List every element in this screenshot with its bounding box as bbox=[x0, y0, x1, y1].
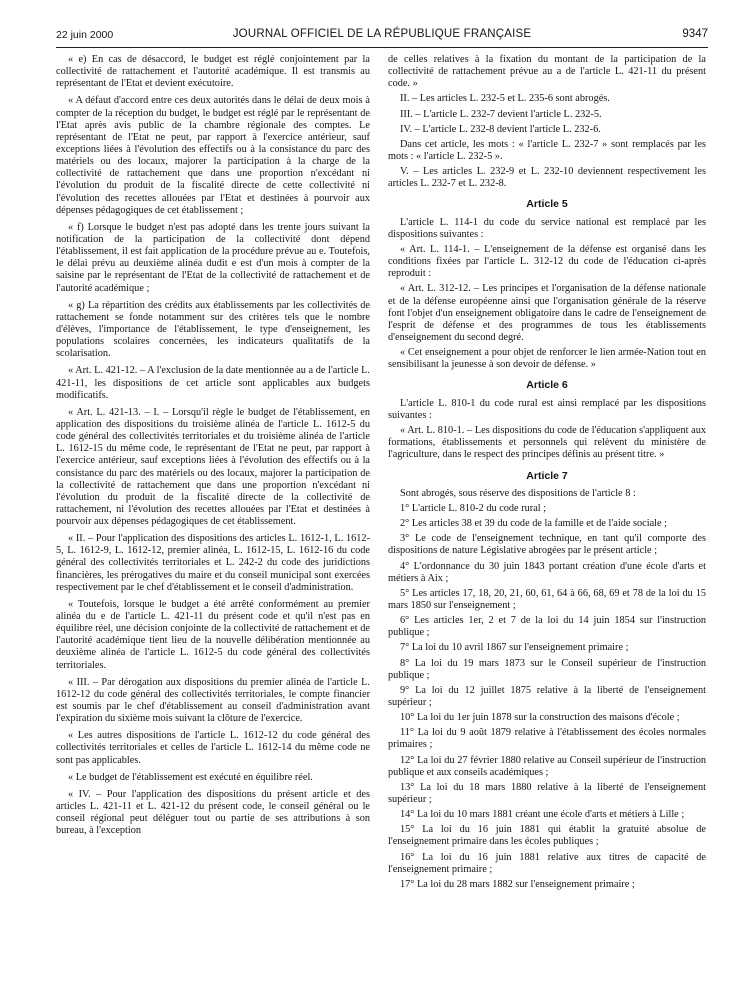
paragraph: 13° La loi du 18 mars 1880 relative à la liberté de l'enseignement supérieur ; bbox=[388, 781, 706, 806]
paragraph: « Art. L. 421-13. – I. – Lorsqu'il règle le budget de l'établissement, en application des dispositions du troisième alinéa de l'article L. 1612-5 du code général des collectivités territoriales et du troisième alinéa de l'article L. 1612-15 du même code, le représentant de l'Etat ne peut, par rapport à l'exercice antérieur, sauf exceptions liées à l'évolution des effectifs ou à la consistance du parc des matériels ou des locaux, majorer la participation de la collectivité de rattachement que dans une proportion n'excédant ni l'évolution du produit de la fiscalité directe de la collectivité de rattachement, ni l'évolution des recettes allouées par l'Etat et destinées à pourvoir aux dépenses pédagogiques de cet établissement. bbox=[56, 406, 370, 528]
header-date: 22 juin 2000 bbox=[56, 29, 114, 41]
paragraph: « Art. L. 421-12. – A l'exclusion de la date mentionnée au a de l'article L. 421-11, les dispositions de cet article sont applicables aux budgets modificatifs. bbox=[56, 365, 370, 401]
paragraph: « Art. L. 114-1. – L'enseignement de la défense est organisé dans les conditions fixées par l'article L. 312-12 du code de l'éducation ci-après reproduit : bbox=[388, 244, 706, 280]
paragraph: « e) En cas de désaccord, le budget est réglé conjointement par la collectivité de rattachement et l'autorité académique. Il est transmis au représentant de l'Etat et devient exécutoire. bbox=[56, 54, 370, 90]
paragraph: 8° La loi du 19 mars 1873 sur le Conseil supérieur de l'instruction publique ; bbox=[388, 657, 706, 681]
paragraph: « Cet enseignement a pour objet de renforcer le lien armée-Nation tout en sensibilisant la jeunesse à son devoir de défense. » bbox=[388, 347, 706, 371]
page-header bbox=[56, 27, 708, 48]
paragraph: 9° La loi du 12 juillet 1875 relative à la liberté de l'enseignement supérieur ; bbox=[388, 684, 706, 709]
paragraph: de celles relatives à la fixation du montant de la participation de la collectivité de rattachement prévue au a de l'article L. 421-11 du présent code. » bbox=[388, 54, 706, 90]
paragraph: « Toutefois, lorsque le budget a été arrêté conformément au premier alinéa du e de l'article L. 421-11 du présent code et qu'il n'est pas en équilibre réel, une décision conjointe de la collectivité de rattachement et de l'autorité académique tient lieu de la nouvelle délibération mentionnée au deuxième alinéa de l'article L. 1612-5 du code général des collectivités territoriales. bbox=[56, 598, 370, 671]
paragraph: « III. – Par dérogation aux dispositions du premier alinéa de l'article L. 1612-12 du code général des collectivités territoriales, le compte financier est soumis par le chef d'établissement au conseil d'administration avant l'expiration du sixième mois suivant la clôture de l'exercice. bbox=[56, 676, 370, 725]
paragraph: « II. – Pour l'application des dispositions des articles L. 1612-1, L. 1612-5, L. 1612-9, L. 1612-12, premier alinéa, L. 1612-15, L. 1612-16 du code général des collectivités territoriales et L. 242-2 du code des juridictions financières, les prérogatives du maire et du conseil municipal sont exercées respectivement par le chef d'établissement et le conseil d'administration. bbox=[56, 533, 370, 593]
paragraph: L'article L. 114-1 du code du service national est remplacé par les dispositions suivantes : bbox=[388, 216, 706, 240]
right-column bbox=[388, 54, 706, 894]
paragraph: 7° La loi du 10 avril 1867 sur l'enseignement primaire ; bbox=[400, 642, 629, 654]
article-heading: Article 5 bbox=[526, 198, 568, 211]
paragraph: 4° L'ordonnance du 30 juin 1843 portant création d'une école d'arts et métiers à Aix ; bbox=[388, 560, 706, 584]
paragraph: « A défaut d'accord entre ces deux autorités dans le délai de deux mois à compter de la réception du budget, le budget est réglé par le représentant de l'Etat après avis public de la chambre régionale des comptes. Le représentant de l'Etat ne peut, par rapport à l'exercice antérieur, sauf exceptions liées à l'évolution des effectifs ou à la consistance du parc des matériels ou des locaux, majorer la participation à la charge de la collectivité de rattachement que dans une proportion n'excédant ni l'évolution du produit de la fiscalité directe de cette collectivité ni l'évolution des recettes allouées par l'Etat et destinées à pourvoir aux dépenses pédagogiques de cet établissement ; bbox=[56, 95, 370, 216]
paragraph: 1° L'article L. 810-2 du code rural ; bbox=[400, 503, 547, 515]
paragraph: III. – L'article L. 232-7 devient l'article L. 232-5. bbox=[400, 108, 602, 120]
article-heading: Article 6 bbox=[526, 379, 568, 392]
paragraph: V. – Les articles L. 232-9 et L. 232-10 deviennent respectivement les articles L. 232-7 et L. 232-8. bbox=[388, 166, 706, 190]
paragraph: « Art. L. 312-12. – Les principes et l'organisation de la défense nationale et de la défense européenne ainsi que l'organisation générale de la réserve font l'objet d'un enseignement obligatoire dans le cadre de l'enseignement de l'esprit de défense et des programmes de tous les établissements d'enseignement du second degré. bbox=[388, 283, 706, 344]
paragraph: 2° Les articles 38 et 39 du code de la famille et de l'aide sociale ; bbox=[400, 518, 668, 530]
paragraph: « Les autres dispositions de l'article L. 1612-12 du code général des collectivités territoriales et celles de l'article L. 1612-14 du même code ne sont pas applicables. bbox=[56, 730, 370, 766]
paragraph: 11° La loi du 9 août 1879 relative à l'établissement des écoles normales primaires ; bbox=[388, 727, 706, 751]
paragraph: 15° La loi du 16 juin 1881 qui établit la gratuité absolue de l'enseignement primaire dans les écoles publiques ; bbox=[388, 824, 706, 848]
paragraph: 16° La loi du 16 juin 1881 relative aux titres de capacité de l'enseignement primaire ; bbox=[388, 851, 706, 875]
paragraph: IV. – L'article L. 232-8 devient l'article L. 232-6. bbox=[400, 123, 601, 135]
paragraph: 14° La loi du 10 mars 1881 créant une école d'arts et métiers à Lille ; bbox=[400, 809, 685, 821]
paragraph: « Le budget de l'établissement est exécuté en équilibre réel. bbox=[68, 771, 313, 783]
paragraph: « IV. – Pour l'application des dispositions du présent article et des articles L. 421-11 et L. 421-12 du présent code, le conseil général ou le conseil régional peut déléguer tout ou partie de ses attributions à son bureau, à l'exception bbox=[56, 788, 370, 837]
paragraph: 3° Le code de l'enseignement technique, en tant qu'il comporte des dispositions de nature Législative abrogées par le présent article ; bbox=[388, 533, 706, 557]
paragraph: 10° La loi du 1er juin 1878 sur la construction des maisons d'école ; bbox=[400, 712, 680, 724]
paragraph: Sont abrogés, sous réserve des dispositions de l'article 8 : bbox=[400, 487, 636, 499]
paragraph: « f) Lorsque le budget n'est pas adopté dans les trente jours suivant la notification de la participation de la collectivité dont dépend l'établissement, il est fait application de la procédure prévue au e. Toutefois, le délai prévu au deuxième alinéa dudit e est d'un mois à compter de la saisine par le représentant de l'Etat de la collectivité de rattachement et de l'autorité académique ; bbox=[56, 221, 370, 294]
paragraph: « Art. L. 810-1. – Les dispositions du code de l'éducation s'appliquent aux formations, établissements et personnels qui relèvent du ministère de l'agriculture, dans le respect des principes définis au présent titre. » bbox=[388, 425, 706, 461]
paragraph: II. – Les articles L. 232-5 et L. 235-6 sont abrogés. bbox=[400, 93, 610, 105]
left-column bbox=[56, 54, 370, 842]
paragraph: 12° La loi du 27 février 1880 relative au Conseil supérieur de l'instruction publique et aux conseils académiques ; bbox=[388, 754, 706, 778]
paragraph: « g) La répartition des crédits aux établissements par les collectivités de rattachement se fonde notamment sur des critères tels que le nombre d'élèves, l'importance de l'établissement, le type d'enseignement, les populations scolaires concernées, les indicateurs qualitatifs de la scolarisation. bbox=[56, 299, 370, 360]
page-number: 9347 bbox=[682, 28, 708, 40]
paragraph: L'article L. 810-1 du code rural est ainsi remplacé par les dispositions suivantes : bbox=[388, 397, 706, 421]
paragraph: 6° Les articles 1er, 2 et 7 de la loi du 14 juin 1854 sur l'instruction publique ; bbox=[388, 615, 706, 639]
paragraph: 5° Les articles 17, 18, 20, 21, 60, 61, 64 à 66, 68, 69 et 78 de la loi du 15 mars 1850 sur l'enseignement ; bbox=[388, 587, 706, 612]
paragraph: Dans cet article, les mots : « l'article L. 232-7 » sont remplacés par les mots : « l'article L. 232-5 ». bbox=[388, 138, 706, 162]
paragraph: 17° La loi du 28 mars 1882 sur l'enseignement primaire ; bbox=[400, 878, 635, 890]
article-heading: Article 7 bbox=[526, 469, 568, 482]
journal-title: JOURNAL OFFICIEL DE LA RÉPUBLIQUE FRANÇAISE bbox=[232, 28, 532, 40]
